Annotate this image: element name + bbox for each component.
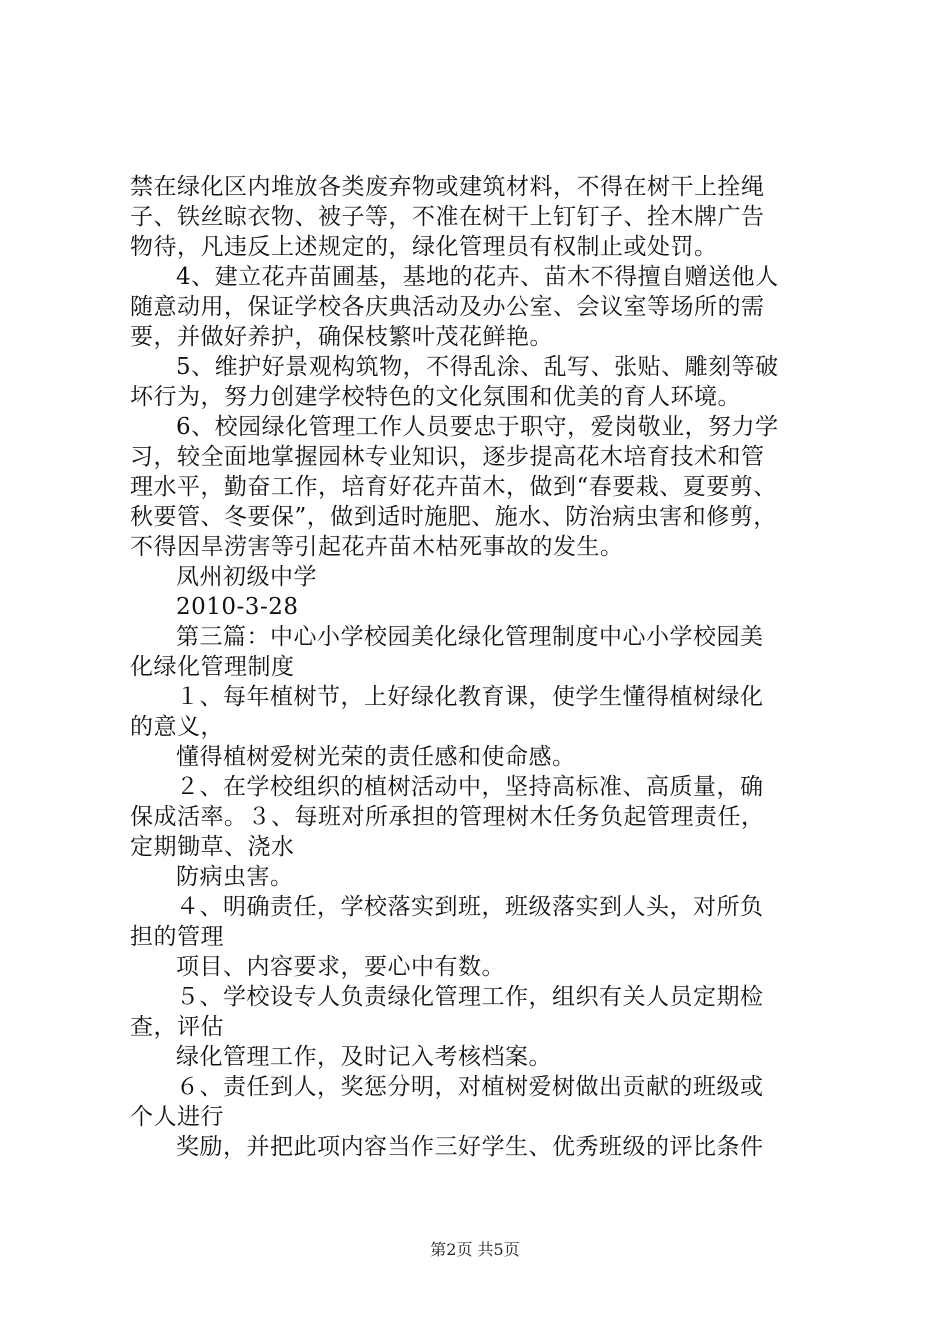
text-line: ６、责任到人，奖惩分明，对植树爱树做出贡献的班级或 [176, 1074, 764, 1100]
text-line: 查，评估 [130, 1014, 224, 1040]
text-line: ５、学校设专人负责绿化管理工作，组织有关人员定期检 [176, 984, 764, 1010]
text-line: 个人进行 [130, 1104, 224, 1130]
text-line: 坏行为，努力创建学校特色的文化氛围和优美的育人环境。 [130, 384, 741, 410]
text-line: 第三篇：中心小学校园美化绿化管理制度中心小学校园美 [176, 624, 764, 650]
text-line: 要，并做好养护，确保枝繁叶茂花鲜艳。 [130, 324, 553, 350]
text-line: 子、铁丝晾衣物、被子等，不准在树干上钉钉子、拴木牌广告 [130, 204, 765, 230]
text-line: 4、建立花卉苗圃基，基地的花卉、苗木不得擅自赠送他人 [176, 264, 779, 290]
text-line: 的意义， [130, 714, 224, 740]
text-line: 懂得植树爱树光荣的责任感和使命感。 [176, 744, 576, 770]
text-line: 担的管理 [130, 924, 224, 950]
document-body [130, 172, 830, 1162]
text-line: １、每年植树节，上好绿化教育课，使学生懂得植树绿化 [176, 684, 764, 710]
text-line: 6、校园绿化管理工作人员要忠于职守，爱岗敬业，努力学 [176, 414, 779, 440]
text-line: 2010-3-28 [176, 594, 299, 620]
text-line: 习，较全面地掌握园林专业知识，逐步提高花木培育技术和管 [130, 444, 765, 470]
text-line: ２、在学校组织的植树活动中，坚持高标准、高质量，确 [176, 774, 764, 800]
text-line: 项目、内容要求，要心中有数。 [176, 954, 505, 980]
text-line: 物待，凡违反上述规定的，绿化管理员有权制止或处罚。 [130, 234, 718, 260]
text-line: 化绿化管理制度 [130, 654, 295, 680]
page-footer: 第2页 共5页 [430, 1240, 520, 1259]
text-line: 定期锄草、浇水 [130, 834, 295, 860]
text-line: 防病虫害。 [176, 864, 294, 890]
text-line: 随意动用，保证学校各庆典活动及办公室、会议室等场所的需 [130, 294, 765, 320]
text-line: 保成活率。３、每班对所承担的管理树木任务负起管理责任， [130, 804, 765, 830]
text-line: ４、明确责任，学校落实到班，班级落实到人头，对所负 [176, 894, 764, 920]
text-line: 奖励，并把此项内容当作三好学生、优秀班级的评比条件 [176, 1134, 764, 1160]
text-line: 秋要管、冬要保”，做到适时施肥、施水、防治病虫害和修剪， [130, 504, 777, 530]
text-line: 5、维护好景观构筑物，不得乱涂、乱写、张贴、雕刻等破 [176, 354, 779, 380]
text-line: 不得因旱涝害等引起花卉苗木枯死事故的发生。 [130, 534, 624, 560]
text-line: 禁在绿化区内堆放各类废弃物或建筑材料，不得在树干上拴绳 [130, 174, 765, 200]
text-line: 绿化管理工作，及时记入考核档案。 [176, 1044, 552, 1070]
text-line: 理水平，勤奋工作，培育好花卉苗木，做到“春要栽、夏要剪、 [130, 474, 777, 500]
text-line: 凤州初级中学 [176, 564, 317, 590]
